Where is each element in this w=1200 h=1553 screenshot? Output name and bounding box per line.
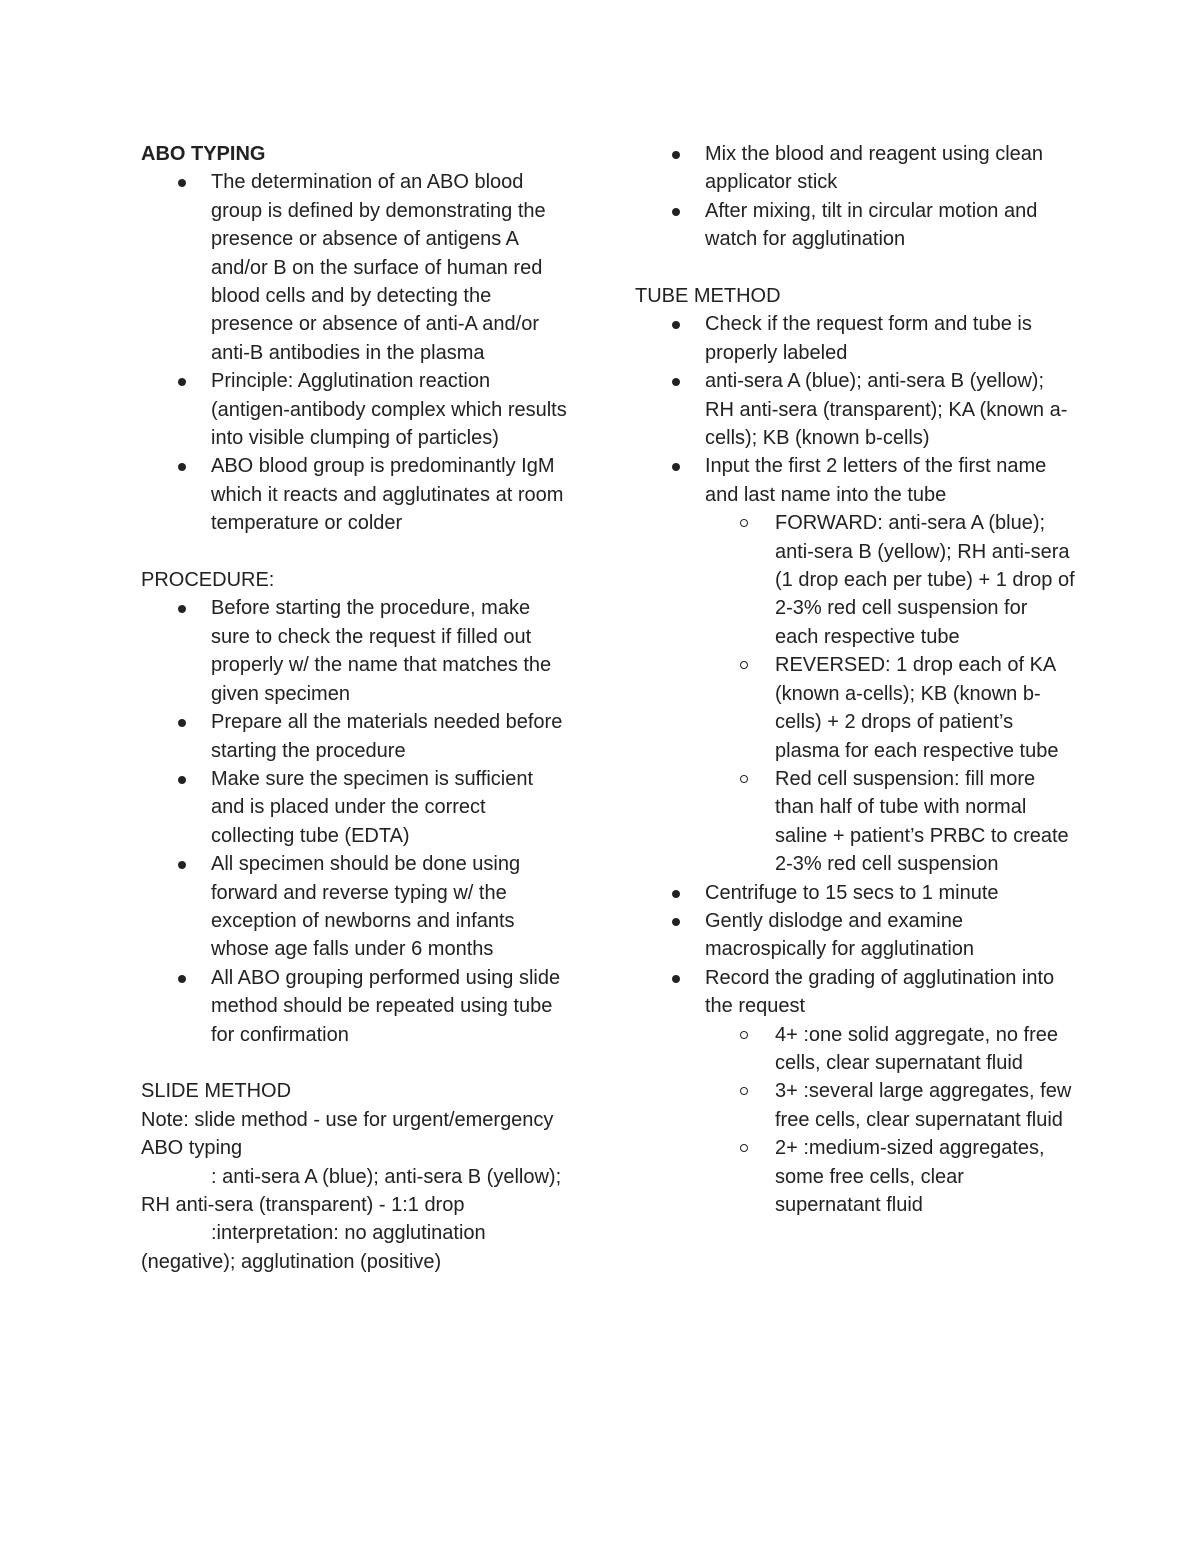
list-item: ABO blood group is predominantly IgM which it reacts and agglutinates at room temperature or colder: [141, 452, 571, 537]
slide-interpretation: :interpretation: no agglutination (negative); agglutination (positive): [141, 1222, 486, 1273]
procedure-list: [141, 594, 571, 1049]
right-column: [635, 140, 1075, 1219]
left-column: [141, 140, 571, 1276]
grading-sub-list: [705, 1021, 1075, 1220]
list-item: Prepare all the materials needed before starting the procedure: [141, 708, 571, 765]
procedure-heading: PROCEDURE:: [141, 569, 275, 592]
sub-list-item: FORWARD: anti-sera A (blue); anti-sera B (yellow); RH anti-sera (1 drop each per tube) + 1 drop of 2-3% red cell suspension for each respective tube: [705, 509, 1075, 651]
spacer: [141, 538, 571, 566]
sub-list-item: 3+ :several large aggregates, few free cells, clear supernatant fluid: [705, 1077, 1075, 1134]
list-item: anti-sera A (blue); anti-sera B (yellow); RH anti-sera (transparent); KA (known a-cells); KB (known b-cells): [635, 367, 1075, 452]
sub-list: [705, 509, 1075, 878]
list-item: Principle: Agglutination reaction (antigen-antibody complex which results into visible clumping of particles): [141, 367, 571, 452]
list-item: Before starting the procedure, make sure to check the request if filled out properly w/ the name that matches the given specimen: [141, 594, 571, 708]
slide-steps-list: [635, 140, 1075, 254]
slide-reagents: : anti-sera A (blue); anti-sera B (yellow); RH anti-sera (transparent) - 1:1 drop: [141, 1165, 562, 1216]
sub-list-item: Red cell suspension: fill more than half of tube with normal saline + patient’s PRBC to create 2-3% red cell suspension: [705, 765, 1075, 879]
doc-title: ABO TYPING: [141, 143, 266, 165]
list-item: After mixing, tilt in circular motion and watch for agglutination: [635, 197, 1075, 254]
list-item: All specimen should be done using forward and reverse typing w/ the exception of newborns and infants whose age falls under 6 months: [141, 850, 571, 964]
list-item: Record the grading of agglutination into the request 4+ :one solid aggregate, no free cells, clear supernatant fluid 3+ :several large aggregates, few free cells, clear supernatant fluid 2+ :medium-sized aggregates, some free cells, clear supernatant fluid: [635, 964, 1075, 1220]
list-item: Input the first 2 letters of the first name and last name into the tube FORWARD: anti-sera A (blue); anti-sera B (yellow); RH anti-sera (1 drop each per tube) + 1 drop of 2-3% red cell suspension for each respective tube REVERSED: 1 drop each of KA (known a-cells); KB (known b-cells) + 2 drops of patient’s plasma for each respective tube Red cell suspension: fill more than half of tube with normal saline + patient’s PRBC to create 2-3% red cell suspension: [635, 452, 1075, 878]
spacer: [635, 254, 1075, 282]
tube-steps-list: [635, 310, 1075, 1219]
list-item: The determination of an ABO blood group is defined by demonstrating the presence or absence of antigens A and/or B on the surface of human red blood cells and by detecting the presence or absence of anti-A and/or anti-B antibodies in the plasma: [141, 168, 571, 367]
list-item: Mix the blood and reagent using clean applicator stick: [635, 140, 1075, 197]
sub-list-item: 2+ :medium-sized aggregates, some free cells, clear supernatant fluid: [705, 1134, 1075, 1219]
sub-list-item: 4+ :one solid aggregate, no free cells, clear supernatant fluid: [705, 1021, 1075, 1078]
list-item: Centrifuge to 15 secs to 1 minute: [635, 879, 1075, 907]
slide-note: Note: slide method - use for urgent/emergency ABO typing: [141, 1108, 554, 1160]
list-item: Check if the request form and tube is properly labeled: [635, 310, 1075, 367]
slide-method-heading: SLIDE METHOD: [141, 1080, 292, 1103]
spacer: [141, 1049, 571, 1077]
list-item: Gently dislodge and examine macrospically for agglutination: [635, 907, 1075, 964]
list-item: All ABO grouping performed using slide method should be repeated using tube for confirmation: [141, 964, 571, 1049]
sub-list-item: REVERSED: 1 drop each of KA (known a-cells); KB (known b-cells) + 2 drops of patient’s plasma for each respective tube: [705, 651, 1075, 765]
tube-method-heading: TUBE METHOD: [635, 285, 781, 308]
list-item: Make sure the specimen is sufficient and is placed under the correct collecting tube (EDTA): [141, 765, 571, 850]
intro-list: [141, 168, 571, 537]
